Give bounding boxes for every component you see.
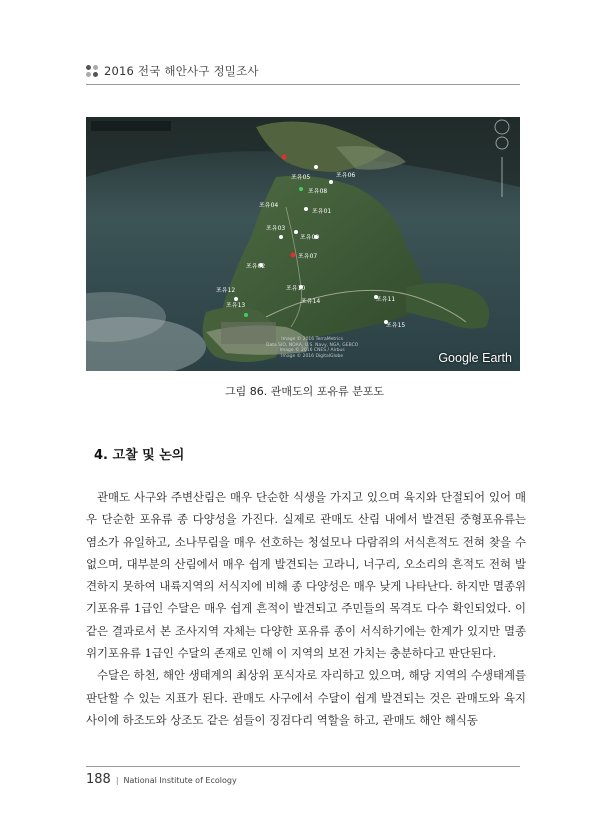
header-divider bbox=[86, 84, 520, 85]
pin-label: 포유05 bbox=[291, 174, 311, 181]
running-header bbox=[86, 62, 259, 80]
pin-label: 포유09 bbox=[300, 234, 320, 241]
footer-separator: | bbox=[115, 776, 119, 785]
institute-name: National Institute of Ecology bbox=[123, 776, 237, 785]
pin-label: 포유12 bbox=[216, 287, 236, 294]
figure-caption: 그림 86. 관매도의 포유류 분포도 bbox=[225, 385, 384, 398]
pin-label: 포유04 bbox=[259, 202, 279, 209]
pin-label: 포유08 bbox=[308, 188, 328, 195]
pin-label: 포유03 bbox=[266, 225, 286, 232]
pin-label: 포유11 bbox=[376, 296, 396, 303]
pin-label: 포유07 bbox=[298, 253, 318, 260]
pin-label: 포유10 bbox=[286, 285, 306, 292]
pin-label: 포유02 bbox=[246, 263, 266, 270]
header-title: 2016 전국 해안사구 정밀조사 bbox=[104, 64, 259, 78]
page-number: 188 bbox=[86, 772, 111, 787]
pin-label: 포유06 bbox=[336, 172, 356, 179]
footer-divider bbox=[86, 766, 520, 767]
section-title: 4. 고찰 및 논의 bbox=[94, 448, 185, 463]
pin-label: 포유15 bbox=[386, 322, 406, 329]
body-text bbox=[86, 486, 526, 731]
header-bullet-icon bbox=[86, 65, 98, 77]
pin-label: 포유13 bbox=[226, 302, 246, 309]
pin-label: 포유01 bbox=[312, 208, 332, 215]
paragraph: 관매도 사구와 주변산림은 매우 단순한 식생을 가지고 있으며 육지와 단절되어 있어 매우 단순한 포유류 종 다양성을 가진다. 실제로 관매도 산림 내에서 발견된 중형포유류는 염소가 유일하고, 소나무림을 매우 선호하는 청설모나 다람쥐의 서식흔적도 전혀 찾을 수 없으며, 대부분의 산림에서 매우 쉽게 발견되는 고라니, 너구리, 오소리의 흔적도 전혀 발견하지 못하여 내륙지역의 서식지에 비해 종 다양성은 매우 낮게 나타난다. 하지만 멸종위기포유류 1급인 수달은 매우 쉽게 흔적이 발견되고 주민들의 목격도 다수 확인되었다. 이 같은 결과로서 본 조사지역 자체는 다양한 포유류 종이 서식하기에는 한계가 있지만 멸종위기포유류 1급인 수달의 존재로 인해 이 지역의 보전 가치는 충분하다고 판단된다. bbox=[86, 490, 526, 661]
pin-label: 포유14 bbox=[301, 298, 321, 305]
satellite-map bbox=[86, 117, 520, 371]
page-footer bbox=[86, 772, 237, 787]
map-credit: Image © 2016 TerraMetrics Data SIO, NOAA, U.S. Navy, NGA, GEBCO Image © 2016 CNES / Airbus Image © 2016 DigitalGlobe bbox=[266, 337, 359, 359]
figure-map-image bbox=[86, 117, 520, 371]
google-earth-logo: Google Earth bbox=[438, 351, 512, 365]
paragraph: 수달은 하천, 해안 생태계의 최상위 포식자로 자리하고 있으며, 해당 지역의 수생태계를 판단할 수 있는 지표가 된다. 관매도 사구에서 수달이 쉽게 발견되는 것은 관매도와 육지 사이에 하조도와 상조도 같은 섬들이 징검다리 역할을 하고, 관매도 해안 해식동 bbox=[86, 668, 526, 727]
